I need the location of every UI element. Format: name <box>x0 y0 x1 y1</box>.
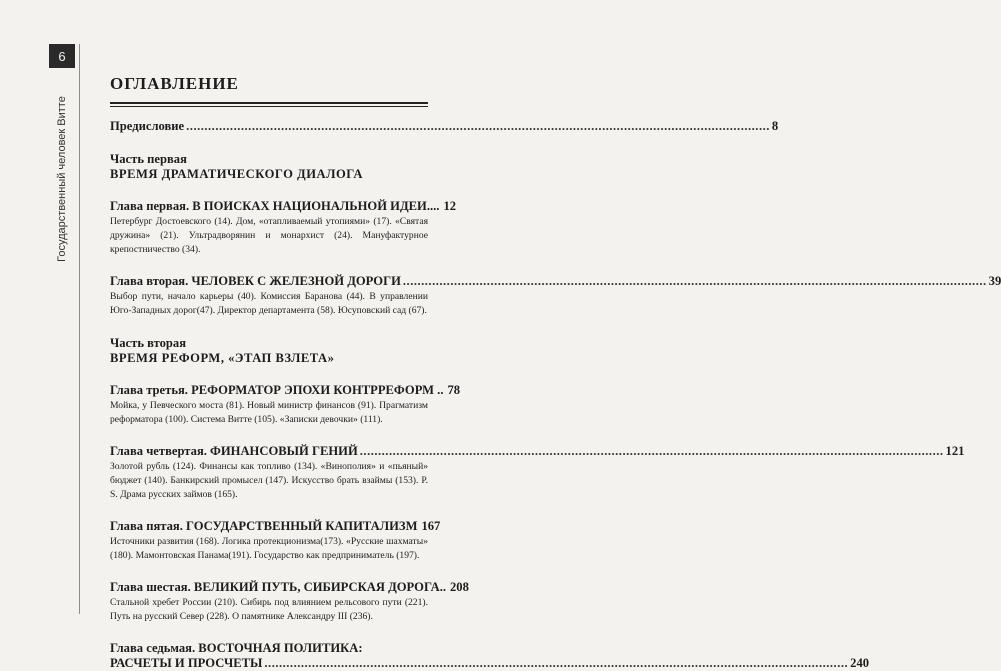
chapter-description: Петербург Достоевского (14). Дом, «отапливаемый утопиями» (17). «Святая дружина» (21). Ультрадворянин и монархист (24). Мануфактурное крепостничество (34). <box>110 216 428 255</box>
toc-entry-chapter-4[interactable] <box>110 444 965 502</box>
running-head-text: Государственный человек Витте <box>56 96 69 262</box>
chapter-description: Мойка, у Певческого моста (81). Новый министр финансов (91). Прагматизм реформатора (100). Система Витте (105). «Записки девочки» (111). <box>110 400 428 425</box>
entry-title: Глава первая. В ПОИСКАХ НАЦИОНАЛЬНОЙ ИДЕИ.... <box>110 199 440 213</box>
entry-page: 12 <box>443 199 457 213</box>
chapter-description: Выбор пути, начало карьеры (40). Комиссия Баранова (44). В управлении Юго-Западных дорог(47). Директор департамента (58). Юсуповский сад (67). <box>110 291 428 316</box>
part-title: ВРЕМЯ ДРАМАТИЧЕСКОГО ДИАЛОГА <box>110 167 363 181</box>
part-title: ВРЕМЯ РЕФОРМ, «ЭТАП ВЗЛЕТА» <box>110 351 335 365</box>
entry-title: Глава вторая. ЧЕЛОВЕК С ЖЕЛЕЗНОЙ ДОРОГИ <box>110 274 401 288</box>
entry-title: Глава пятая. ГОСУДАРСТВЕННЫЙ КАПИТАЛИЗМ <box>110 519 418 533</box>
entry-title-line-2: РАСЧЕТЫ И ПРОСЧЕТЫ <box>110 656 263 670</box>
part-heading-1 <box>110 152 428 182</box>
part-label: Часть первая <box>110 152 187 166</box>
leader-dots <box>186 119 770 134</box>
toc-entry-chapter-2[interactable] <box>110 274 1001 318</box>
entry-title-line-1: Глава седьмая. ВОСТОЧНАЯ ПОЛИТИКА: <box>110 641 363 655</box>
toc-entry-chapter-5[interactable] <box>110 519 441 563</box>
entry-title: Предисловие <box>110 119 185 133</box>
toc-entry-chapter-7[interactable] <box>110 641 870 671</box>
entry-page: 121 <box>945 444 965 458</box>
side-rule <box>79 44 80 614</box>
toc-content <box>110 74 1001 671</box>
title-rule-thin <box>110 106 428 107</box>
leader-dots <box>264 656 848 671</box>
chapter-description: Источники развития (168). Логика протекционизма(173). «Русские шахматы» (180). Мамонтовская Панама(191). Государство как предприниматель (197). <box>110 536 428 561</box>
entry-page: 8 <box>771 119 779 133</box>
entry-title: Глава четвертая. ФИНАНСОВЫЙ ГЕНИЙ <box>110 444 358 458</box>
toc-entry-chapter-3[interactable] <box>110 383 461 427</box>
title-rule-thick <box>110 102 428 104</box>
entry-title: Глава шестая. ВЕЛИКИЙ ПУТЬ, СИБИРСКАЯ ДОРОГА.. <box>110 580 446 594</box>
running-head <box>49 74 75 284</box>
entry-page: 78 <box>447 383 461 397</box>
page-number: 6 <box>49 44 75 68</box>
leader-dots <box>403 274 987 289</box>
part-heading-2 <box>110 336 428 366</box>
toc-entry-chapter-6[interactable] <box>110 580 469 624</box>
leader-dots <box>360 444 944 459</box>
entry-page: 240 <box>850 656 870 670</box>
toc-title: ОГЛАВЛЕНИЕ <box>110 74 239 93</box>
chapter-description: Стальной хребет России (210). Сибирь под влиянием рельсового пути (221). Путь на русский Север (228). О памятнике Александру III (236). <box>110 597 428 622</box>
toc-entry-preface[interactable] <box>110 119 779 134</box>
entry-page: 208 <box>450 580 469 594</box>
entry-page: 167 <box>421 519 441 533</box>
entry-page: 39 <box>988 274 1001 288</box>
toc-entry-chapter-1[interactable] <box>110 199 457 257</box>
chapter-description: Золотой рубль (124). Финансы как топливо (134). «Винополия» и «пьяный» бюджет (140). Банкирский промысел (147). Искусство брать взаймы (153). P. S. Драма русских займов (165). <box>110 461 428 500</box>
part-label: Часть вторая <box>110 336 187 350</box>
entry-title: Глава третья. РЕФОРМАТОР ЭПОХИ КОНТРРЕФОРМ .. <box>110 383 444 397</box>
